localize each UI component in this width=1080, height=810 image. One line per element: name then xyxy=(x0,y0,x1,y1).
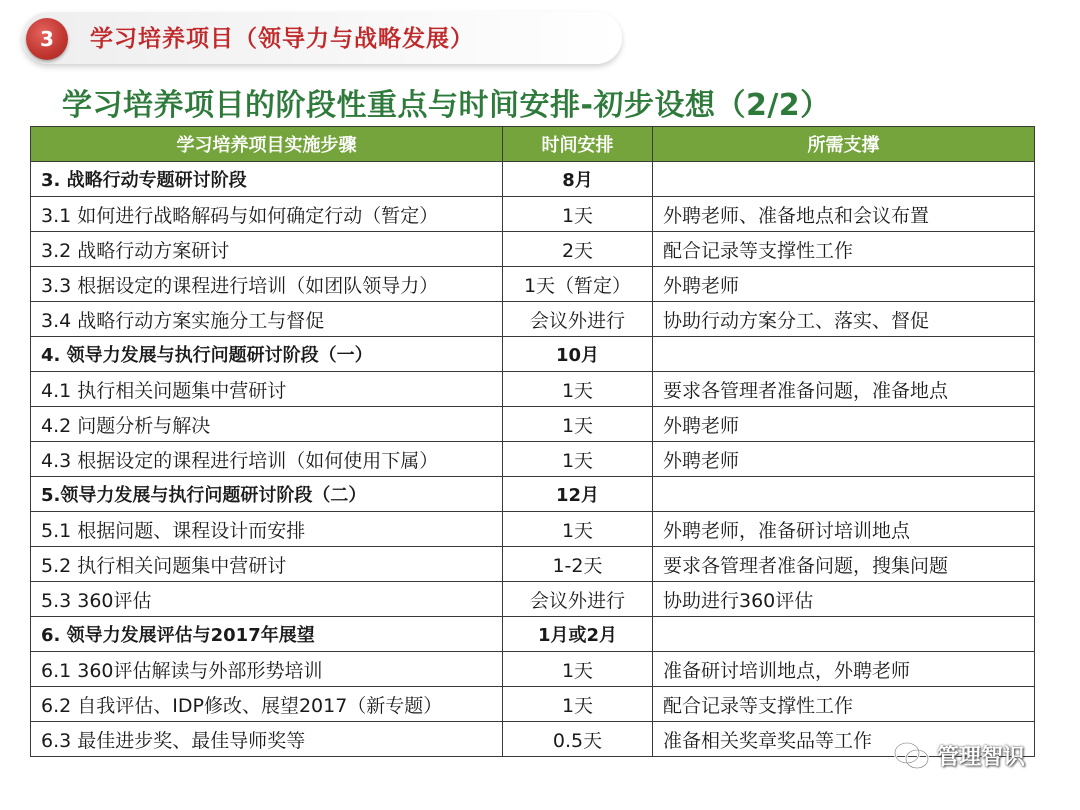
table-row xyxy=(31,547,1035,582)
cell-time: 会议外进行 xyxy=(503,582,653,617)
cell-support xyxy=(653,617,1035,652)
table-row xyxy=(31,582,1035,617)
cell-time: 1天 xyxy=(503,372,653,407)
table-row xyxy=(31,442,1035,477)
cell-step: 3.2 战略行动方案研讨 xyxy=(31,232,503,267)
cell-support: 要求各管理者准备问题，搜集问题 xyxy=(653,547,1035,582)
phase-row xyxy=(31,337,1035,372)
cell-time: 1月或2月 xyxy=(503,617,653,652)
watermark-text: 管理智识 xyxy=(937,745,1026,770)
cell-time: 1天（暂定） xyxy=(503,267,653,302)
cell-step: 3.3 根据设定的课程进行培训（如团队领导力） xyxy=(31,267,503,302)
cell-time: 1天 xyxy=(503,197,653,232)
cell-support: 协助行动方案分工、落实、督促 xyxy=(653,302,1035,337)
cell-support: 配合记录等支撑性工作 xyxy=(653,232,1035,267)
cell-step: 6.3 最佳进步奖、最佳导师奖等 xyxy=(31,722,503,757)
cell-support xyxy=(653,162,1035,197)
cell-step: 6.2 自我评估、IDP修改、展望2017（新专题） xyxy=(31,687,503,722)
cell-step: 4.3 根据设定的课程进行培训（如何使用下属） xyxy=(31,442,503,477)
cell-time: 10月 xyxy=(503,337,653,372)
cell-support xyxy=(653,477,1035,512)
table-row xyxy=(31,687,1035,722)
cell-time: 会议外进行 xyxy=(503,302,653,337)
cell-support: 配合记录等支撑性工作 xyxy=(653,687,1035,722)
cell-support: 准备相关奖章奖品等工作 xyxy=(653,722,1035,757)
schedule-table xyxy=(30,126,1035,757)
cell-time: 8月 xyxy=(503,162,653,197)
cell-step: 4.1 执行相关问题集中营研讨 xyxy=(31,372,503,407)
cell-step: 5.领导力发展与执行问题研讨阶段（二） xyxy=(31,477,503,512)
column-header-support: 所需支撑 xyxy=(653,127,1035,162)
table-row xyxy=(31,267,1035,302)
watermark xyxy=(893,740,1025,771)
cell-time: 12月 xyxy=(503,477,653,512)
cell-time: 1天 xyxy=(503,442,653,477)
table-header-row xyxy=(31,127,1035,162)
cell-support: 外聘老师 xyxy=(653,407,1035,442)
cell-step: 3.1 如何进行战略解码与如何确定行动（暂定） xyxy=(31,197,503,232)
cell-support: 外聘老师 xyxy=(653,267,1035,302)
column-header-time: 时间安排 xyxy=(503,127,653,162)
cell-step: 5.2 执行相关问题集中营研讨 xyxy=(31,547,503,582)
page-title: 学习培养项目的阶段性重点与时间安排-初步设想（2/2） xyxy=(62,88,831,123)
column-header-steps: 学习培养项目实施步骤 xyxy=(31,127,503,162)
phase-row xyxy=(31,617,1035,652)
cell-support: 外聘老师 xyxy=(653,442,1035,477)
table-row xyxy=(31,407,1035,442)
wechat-icon xyxy=(893,741,931,771)
table-row xyxy=(31,372,1035,407)
cell-time: 1-2天 xyxy=(503,547,653,582)
section-number-badge: 3 xyxy=(26,18,68,60)
cell-support: 要求各管理者准备问题，准备地点 xyxy=(653,372,1035,407)
section-title: 学习培养项目（领导力与战略发展） xyxy=(90,26,474,52)
table-row xyxy=(31,302,1035,337)
table-row xyxy=(31,722,1035,757)
cell-time: 1天 xyxy=(503,407,653,442)
cell-step: 6.1 360评估解读与外部形势培训 xyxy=(31,652,503,687)
phase-row xyxy=(31,162,1035,197)
cell-step: 5.3 360评估 xyxy=(31,582,503,617)
table-row xyxy=(31,232,1035,267)
cell-time: 1天 xyxy=(503,687,653,722)
cell-time: 1天 xyxy=(503,512,653,547)
cell-support xyxy=(653,337,1035,372)
cell-step: 3. 战略行动专题研讨阶段 xyxy=(31,162,503,197)
table-row xyxy=(31,197,1035,232)
cell-step: 6. 领导力发展评估与2017年展望 xyxy=(31,617,503,652)
cell-step: 4. 领导力发展与执行问题研讨阶段（一） xyxy=(31,337,503,372)
table-row xyxy=(31,652,1035,687)
cell-step: 3.4 战略行动方案实施分工与督促 xyxy=(31,302,503,337)
cell-step: 4.2 问题分析与解决 xyxy=(31,407,503,442)
cell-time: 0.5天 xyxy=(503,722,653,757)
cell-step: 5.1 根据问题、课程设计而安排 xyxy=(31,512,503,547)
cell-support: 协助进行360评估 xyxy=(653,582,1035,617)
cell-time: 1天 xyxy=(503,652,653,687)
cell-support: 外聘老师、准备地点和会议布置 xyxy=(653,197,1035,232)
cell-support: 准备研讨培训地点，外聘老师 xyxy=(653,652,1035,687)
phase-row xyxy=(31,477,1035,512)
table-row xyxy=(31,512,1035,547)
cell-support: 外聘老师，准备研讨培训地点 xyxy=(653,512,1035,547)
cell-time: 2天 xyxy=(503,232,653,267)
